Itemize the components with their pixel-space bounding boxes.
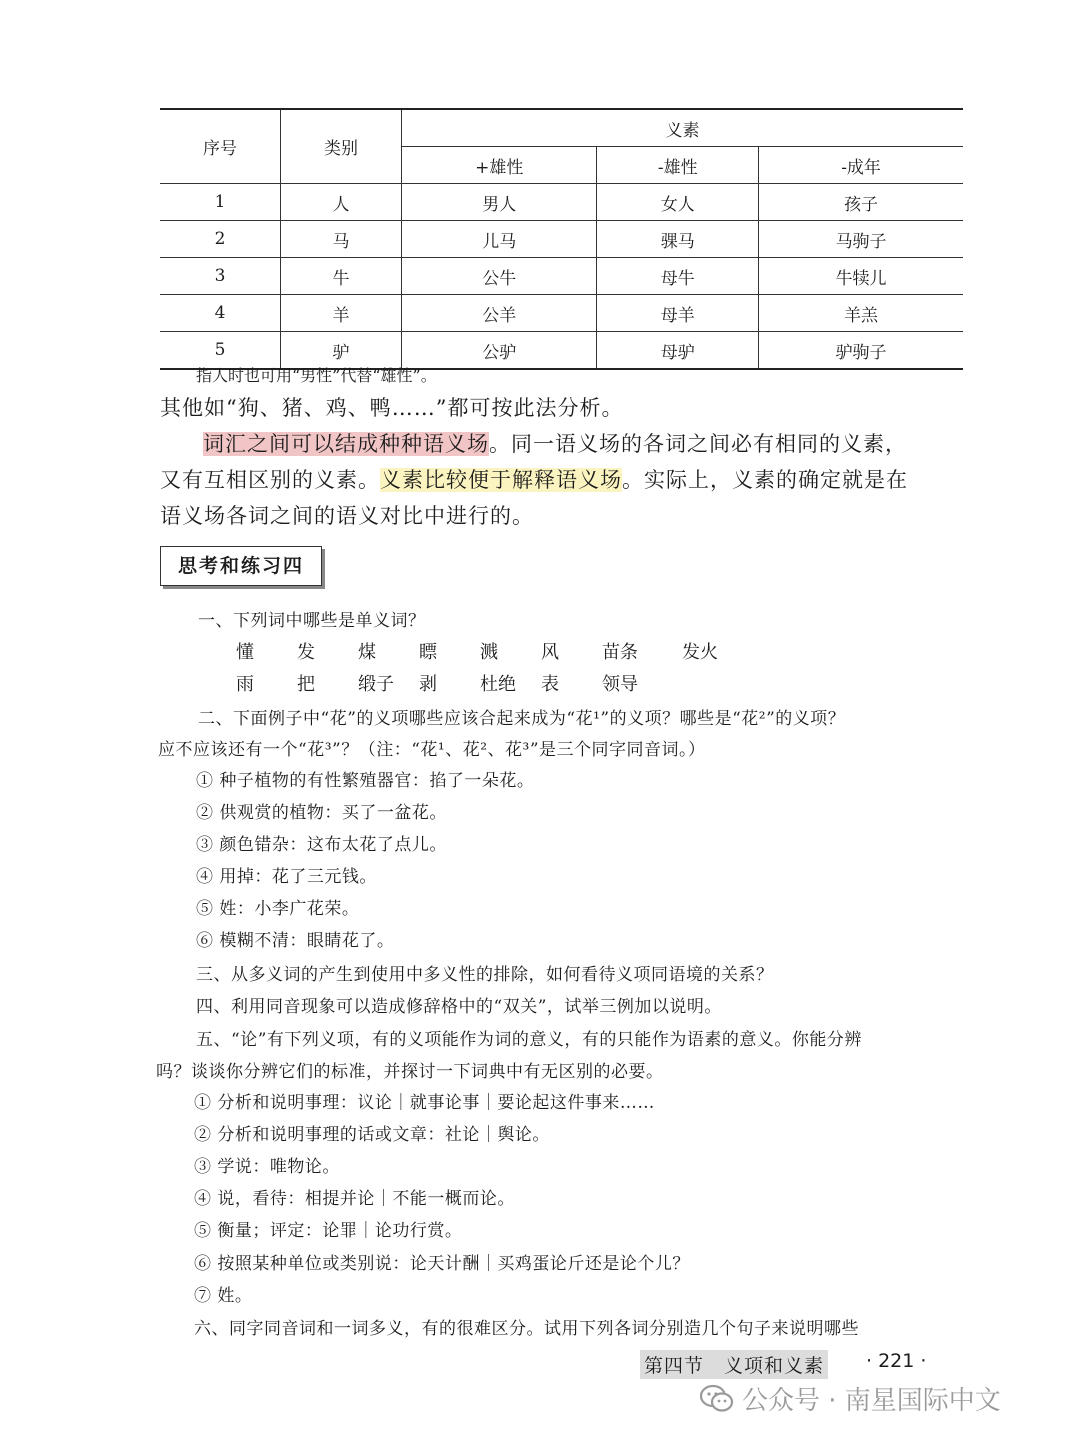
exercise-2-item: ⑥ 模糊不清：眼睛花了。 xyxy=(196,931,395,951)
section-title: 思考和练习四 xyxy=(160,546,322,586)
table-row xyxy=(160,258,963,295)
cell-seq: 2 xyxy=(160,221,281,258)
exercise-4: 四、利用同音现象可以造成修辞格中的“双关”，试举三例加以说明。 xyxy=(196,997,722,1017)
paragraph-3 xyxy=(160,464,908,494)
table-row xyxy=(160,184,963,221)
word: 风 xyxy=(541,642,559,663)
exercise-5-item: ⑥ 按照某种单位或类别说：论天计酬｜买鸡蛋论斤还是论个儿？ xyxy=(194,1254,690,1274)
header-female: -雄性 xyxy=(597,147,759,184)
header-seq: 序号 xyxy=(160,109,281,184)
watermark-text: 公众号 · 南星国际中文 xyxy=(742,1386,1001,1416)
word: 杜绝 xyxy=(480,674,516,695)
exercise-6: 六、同字同音词和一词多义，有的很难区分。试用下列各词分别造几个句子来说明哪些 xyxy=(194,1319,859,1339)
word: 缎子 xyxy=(358,674,394,695)
header-semes: 义素 xyxy=(402,109,964,147)
word: 把 xyxy=(297,674,315,695)
cell-female: 母牛 xyxy=(597,258,759,295)
watermark xyxy=(700,1380,1001,1417)
cell-male: 公牛 xyxy=(402,258,597,295)
cell-female: 女人 xyxy=(597,184,759,221)
cell-young: 羊羔 xyxy=(759,295,963,332)
exercise-1: 一、下列词中哪些是单义词？ xyxy=(198,611,426,631)
exercise-2-item: ① 种子植物的有性繁殖器官：掐了一朵花。 xyxy=(196,771,535,791)
paragraph-3-rest: 。实际上，义素的确定就是在 xyxy=(622,468,908,492)
cell-male: 男人 xyxy=(402,184,597,221)
cell-seq: 4 xyxy=(160,295,281,332)
exercise-2-item: ② 供观赏的植物：买了一盆花。 xyxy=(196,803,447,823)
cell-young: 驴驹子 xyxy=(759,332,963,370)
chapter-title: 第四节 义项和义素 xyxy=(640,1350,828,1379)
exercise-5-item: ② 分析和说明事理的话或文章：社论｜舆论。 xyxy=(194,1125,550,1145)
word: 领导 xyxy=(602,674,638,695)
cell-male: 公驴 xyxy=(402,332,597,370)
table-note: 指人时也可用“男性”代替“雄性”。 xyxy=(196,366,437,385)
cell-male: 儿马 xyxy=(402,221,597,258)
cell-category: 人 xyxy=(281,184,402,221)
header-category: 类别 xyxy=(281,109,402,184)
word-list-row-2 xyxy=(236,670,663,696)
word: 溅 xyxy=(480,642,498,663)
paragraph-2-rest: 。同一语义场的各词之间必有相同的义素， xyxy=(489,432,907,456)
word: 煤 xyxy=(358,642,376,663)
cell-category: 驴 xyxy=(281,332,402,370)
exercise-2-item: ⑤ 姓：小李广花荣。 xyxy=(196,899,360,919)
highlight-seme: 义素比较便于解释语义场 xyxy=(380,468,622,492)
exercise-5-item: ④ 说，看待：相提并论｜不能一概而论。 xyxy=(194,1189,515,1209)
word: 雨 xyxy=(236,674,254,695)
exercise-5-item: ⑦ 姓。 xyxy=(194,1286,253,1306)
wechat-icon xyxy=(700,1384,734,1414)
cell-category: 马 xyxy=(281,221,402,258)
exercise-5-item: ⑤ 衡量；评定：论罪｜论功行赏。 xyxy=(194,1221,463,1241)
cell-young: 马驹子 xyxy=(759,221,963,258)
paragraph-2 xyxy=(203,428,907,458)
exercise-5-line-1: 五、“论”有下列义项，有的义项能作为词的意义，有的只能作为语素的意义。你能分辨 xyxy=(196,1030,862,1050)
cell-female: 母羊 xyxy=(597,295,759,332)
cell-category: 牛 xyxy=(281,258,402,295)
word: 发 xyxy=(297,642,315,663)
cell-female: 骒马 xyxy=(597,221,759,258)
cell-young: 孩子 xyxy=(759,184,963,221)
exercise-3: 三、从多义词的产生到使用中多义性的排除，如何看待义项同语境的关系？ xyxy=(196,965,774,985)
paragraph-1: 其他如“狗、猪、鸡、鸭……”都可按此法分析。 xyxy=(160,396,624,420)
header-male: +雄性 xyxy=(402,147,597,184)
cell-male: 公羊 xyxy=(402,295,597,332)
word: 苗条 xyxy=(602,642,638,663)
exercise-2-line-1: 二、下面例子中“花”的义项哪些应该合起来成为“花¹”的义项？哪些是“花²”的义项？ xyxy=(198,709,846,729)
exercise-5-item: ③ 学说：唯物论。 xyxy=(194,1157,340,1177)
exercise-2-item: ③ 颜色错杂：这布太花了点儿。 xyxy=(196,835,447,855)
cell-seq: 1 xyxy=(160,184,281,221)
word: 剥 xyxy=(419,674,437,695)
page-number: · 221 · xyxy=(866,1350,927,1372)
exercise-2-line-2: 应不应该还有一个“花³”？（注：“花¹、花²、花³”是三个同字同音词。） xyxy=(158,740,706,760)
paragraph-3-start: 又有互相区别的义素。 xyxy=(160,468,380,492)
word-list-row-1 xyxy=(236,638,743,664)
cell-seq: 5 xyxy=(160,332,281,370)
paragraph-4: 语义场各词之间的语义对比中进行的。 xyxy=(160,504,534,528)
seme-table xyxy=(160,108,963,370)
cell-category: 羊 xyxy=(281,295,402,332)
exercise-5-line-2: 吗？谈谈你分辨它们的标准，并探讨一下词典中有无区别的必要。 xyxy=(156,1062,664,1082)
header-young: -成年 xyxy=(759,147,963,184)
word: 发火 xyxy=(682,642,718,663)
table-row xyxy=(160,295,963,332)
exercise-5-item: ① 分析和说明事理：议论｜就事论事｜要论起这件事来…… xyxy=(194,1093,655,1113)
word: 懂 xyxy=(236,642,254,663)
cell-young: 牛犊儿 xyxy=(759,258,963,295)
exercise-2-item: ④ 用掉：花了三元钱。 xyxy=(196,867,377,887)
highlight-semantic-field: 词汇之间可以结成种种语义场 xyxy=(203,432,489,456)
cell-female: 母驴 xyxy=(597,332,759,370)
word: 表 xyxy=(541,674,559,695)
word: 瞟 xyxy=(419,642,437,663)
table-row xyxy=(160,221,963,258)
cell-seq: 3 xyxy=(160,258,281,295)
